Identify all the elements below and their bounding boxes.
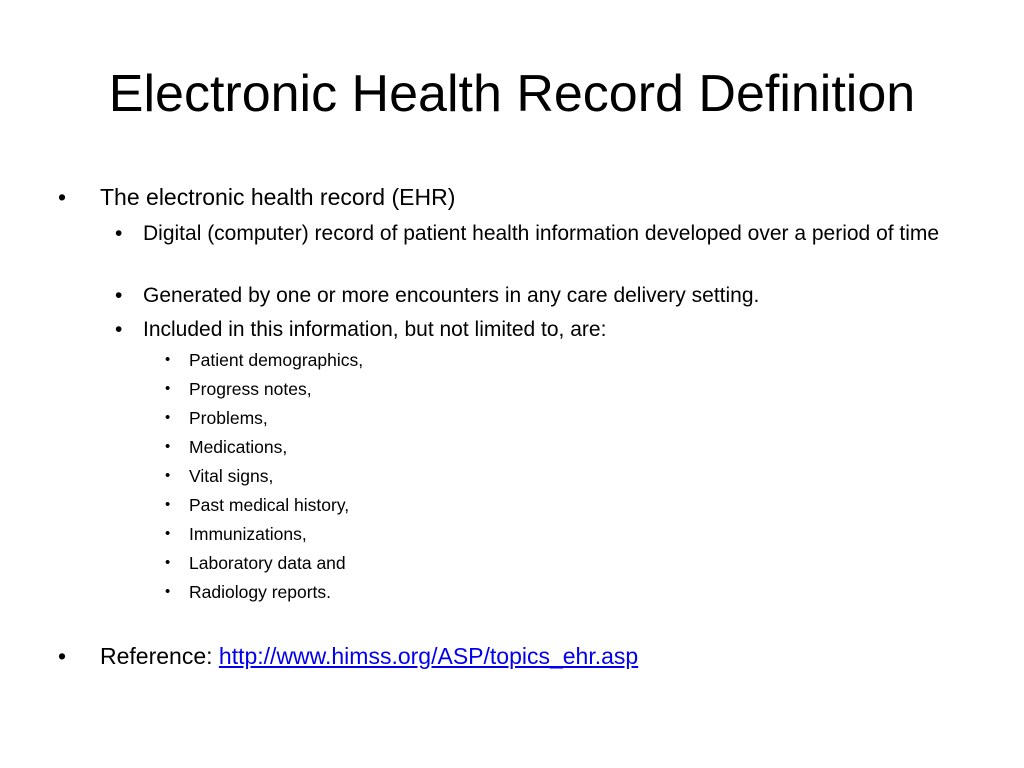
- list-item: [0, 406, 900, 430]
- list-item: [0, 493, 900, 517]
- bullet-ehr: [0, 182, 1000, 212]
- list-item-text: Medications,: [189, 437, 288, 457]
- bullet-text: Generated by one or more encounters in any care delivery setting.: [143, 284, 760, 307]
- bullet-dot: •: [165, 438, 171, 455]
- slide-title: Electronic Health Record Definition: [108, 65, 916, 123]
- bullet-dot: •: [165, 351, 171, 368]
- list-item: [0, 348, 900, 372]
- reference-label: Reference:: [100, 643, 219, 669]
- reference-link[interactable]: http://www.himss.org/ASP/topics_ehr.asp: [218, 643, 639, 669]
- bullet-text: Included in this information, but not limited to, are:: [143, 318, 607, 341]
- list-item-text: Patient demographics,: [189, 350, 364, 370]
- bullet-reference: [0, 641, 1000, 671]
- list-item-text: Progress notes,: [189, 379, 312, 399]
- list-item: [0, 377, 900, 401]
- list-item: [0, 435, 900, 459]
- list-item: [0, 522, 900, 546]
- bullet-dot: •: [58, 184, 67, 210]
- bullet-dot: •: [165, 496, 171, 513]
- list-item-text: Vital signs,: [189, 466, 274, 486]
- bullet-dot: •: [165, 467, 171, 484]
- bullet-dot: •: [165, 409, 171, 426]
- bullet-text: Digital (computer) record of patient health information developed over a period of time: [143, 222, 940, 245]
- bullet-dot: •: [115, 222, 123, 245]
- bullet-dot: •: [58, 643, 67, 669]
- bullet-dot: •: [165, 380, 171, 397]
- bullet-dot: •: [115, 318, 123, 341]
- bullet-text: The electronic health record (EHR): [100, 184, 456, 210]
- list-item: [0, 580, 900, 604]
- list-item-text: Laboratory data and: [189, 553, 346, 573]
- list-item: [0, 464, 900, 488]
- bullet-digital-record: [0, 220, 940, 247]
- list-item-text: Problems,: [189, 408, 268, 428]
- bullet-dot: •: [165, 583, 171, 600]
- bullet-dot: •: [165, 525, 171, 542]
- list-item: [0, 551, 900, 575]
- bullet-generated: [0, 282, 990, 309]
- list-item-text: Past medical history,: [189, 495, 350, 515]
- list-item-text: Radiology reports.: [189, 582, 332, 602]
- bullet-dot: •: [115, 284, 123, 307]
- bullet-included: [0, 316, 990, 343]
- reference-text: [100, 641, 1000, 671]
- list-item-text: Immunizations,: [189, 524, 307, 544]
- bullet-dot: •: [165, 554, 171, 571]
